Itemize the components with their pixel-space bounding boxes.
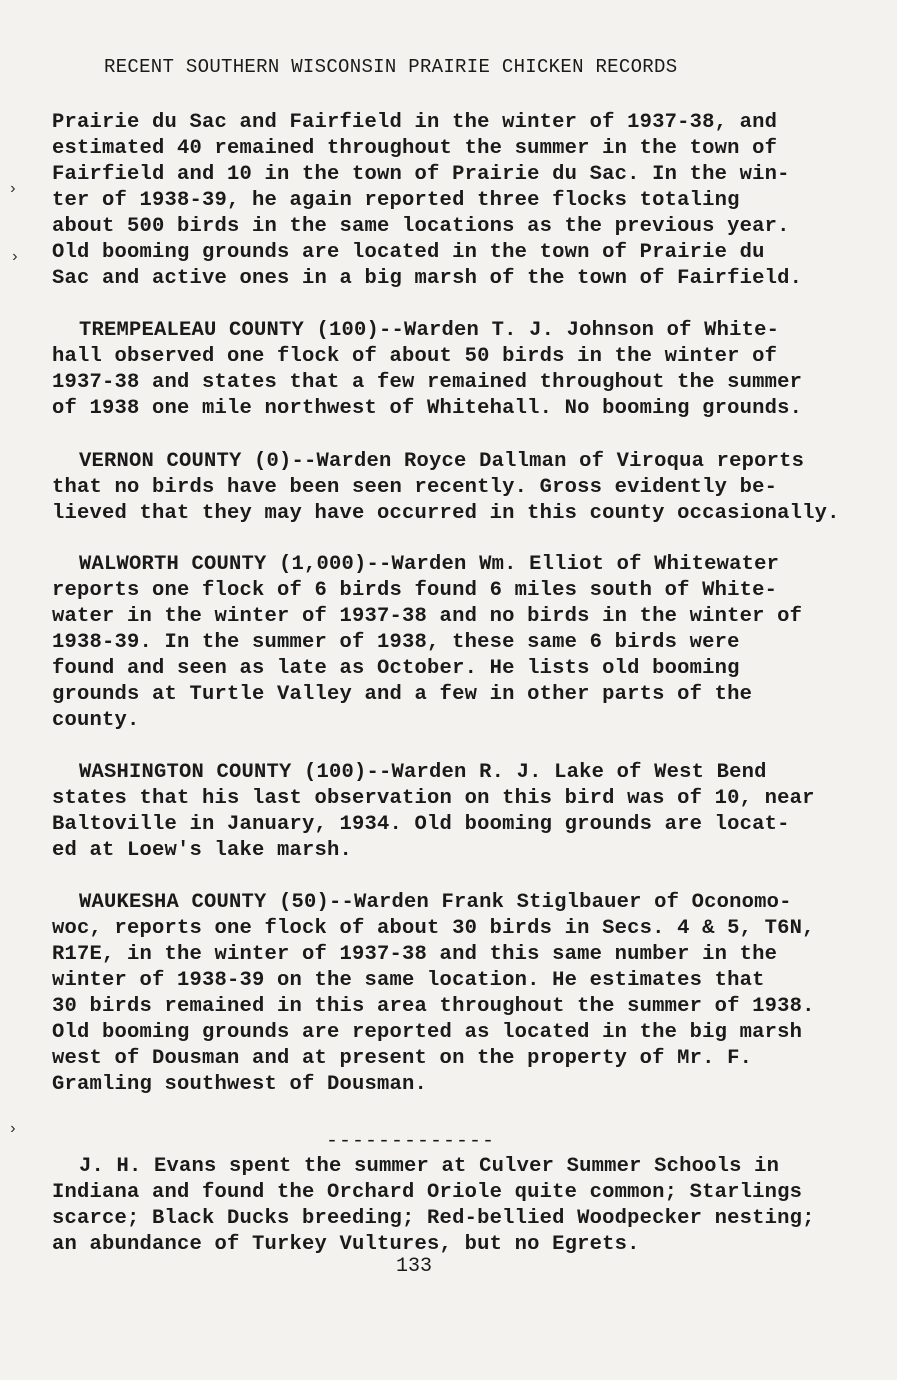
text-line: 1937-38 and states that a few remained throughout the summer — [52, 371, 803, 394]
text-line: of 1938 one mile northwest of Whitehall. No booming grounds. — [52, 397, 803, 420]
paragraph-waukesha — [52, 890, 862, 1098]
paragraph-sauk-continued — [52, 110, 862, 292]
text-line: hall observed one flock of about 50 birds in the winter of — [52, 345, 778, 368]
page-title: RECENT SOUTHERN WISCONSIN PRAIRIE CHICKEN RECORDS — [104, 56, 678, 78]
text-line: found and seen as late as October. He lists old booming — [52, 657, 740, 680]
text-line: WASHINGTON COUNTY (100)--Warden R. J. Lake of West Bend — [79, 761, 767, 784]
text-line: 1938-39. In the summer of 1938, these same 6 birds were — [52, 631, 740, 654]
text-line: J. H. Evans spent the summer at Culver Summer Schools in — [79, 1155, 780, 1178]
text-line: woc, reports one flock of about 30 birds in Secs. 4 & 5, T6N, — [52, 917, 815, 940]
text-line: about 500 birds in the same locations as the previous year. — [52, 215, 790, 238]
text-line: scarce; Black Ducks breeding; Red-bellied Woodpecker nesting; — [52, 1207, 815, 1230]
paragraph-evans-note — [52, 1154, 862, 1258]
text-line: an abundance of Turkey Vultures, but no Egrets. — [52, 1233, 640, 1256]
text-line: reports one flock of 6 birds found 6 miles south of White- — [52, 579, 778, 602]
text-line: water in the winter of 1937-38 and no birds in the winter of — [52, 605, 803, 628]
text-line: 30 birds remained in this area throughout the summer of 1938. — [52, 995, 815, 1018]
text-line: WALWORTH COUNTY (1,000)--Warden Wm. Elliot of Whitewater — [79, 553, 780, 576]
paragraph-trempealeau — [52, 318, 862, 422]
text-line: county. — [52, 709, 140, 732]
text-line: Sac and active ones in a big marsh of the town of Fairfield. — [52, 267, 803, 290]
margin-mark: › — [8, 180, 18, 198]
text-line: WAUKESHA COUNTY (50)--Warden Frank Stiglbauer of Oconomo- — [79, 891, 792, 914]
text-line: Baltoville in January, 1934. Old booming grounds are locat- — [52, 813, 790, 836]
paragraph-walworth — [52, 552, 862, 734]
page-number: 133 — [396, 1255, 433, 1278]
text-line: Prairie du Sac and Fairfield in the winter of 1937-38, and — [52, 111, 778, 134]
text-line: estimated 40 remained throughout the summer in the town of — [52, 137, 778, 160]
paragraph-washington — [52, 760, 862, 864]
text-line: grounds at Turtle Valley and a few in other parts of the — [52, 683, 753, 706]
text-line: west of Dousman and at present on the property of Mr. F. — [52, 1047, 753, 1070]
text-line: ter of 1938-39, he again reported three flocks totaling — [52, 189, 740, 212]
text-line: R17E, in the winter of 1937-38 and this same number in the — [52, 943, 778, 966]
text-line: VERNON COUNTY (0)--Warden Royce Dallman of Viroqua reports — [79, 450, 805, 473]
margin-mark: › — [8, 1120, 18, 1138]
text-line: winter of 1938-39 on the same location. He estimates that — [52, 969, 765, 992]
text-line: ed at Loew's lake marsh. — [52, 839, 353, 862]
text-line: Old booming grounds are reported as located in the big marsh — [52, 1021, 803, 1044]
text-line: Gramling southwest of Dousman. — [52, 1073, 428, 1096]
text-line: states that his last observation on this bird was of 10, near — [52, 787, 815, 810]
text-line: lieved that they may have occurred in this county occasionally. — [52, 502, 840, 525]
margin-mark: › — [10, 248, 20, 266]
section-separator: ------------- — [326, 1130, 496, 1153]
text-line: Indiana and found the Orchard Oriole quite common; Starlings — [52, 1181, 803, 1204]
text-line: Old booming grounds are located in the town of Prairie du — [52, 241, 765, 264]
text-line: Fairfield and 10 in the town of Prairie du Sac. In the win- — [52, 163, 790, 186]
text-line: TREMPEALEAU COUNTY (100)--Warden T. J. Johnson of White- — [79, 319, 780, 342]
paragraph-vernon — [52, 449, 862, 527]
text-line: that no birds have been seen recently. Gross evidently be- — [52, 476, 778, 499]
